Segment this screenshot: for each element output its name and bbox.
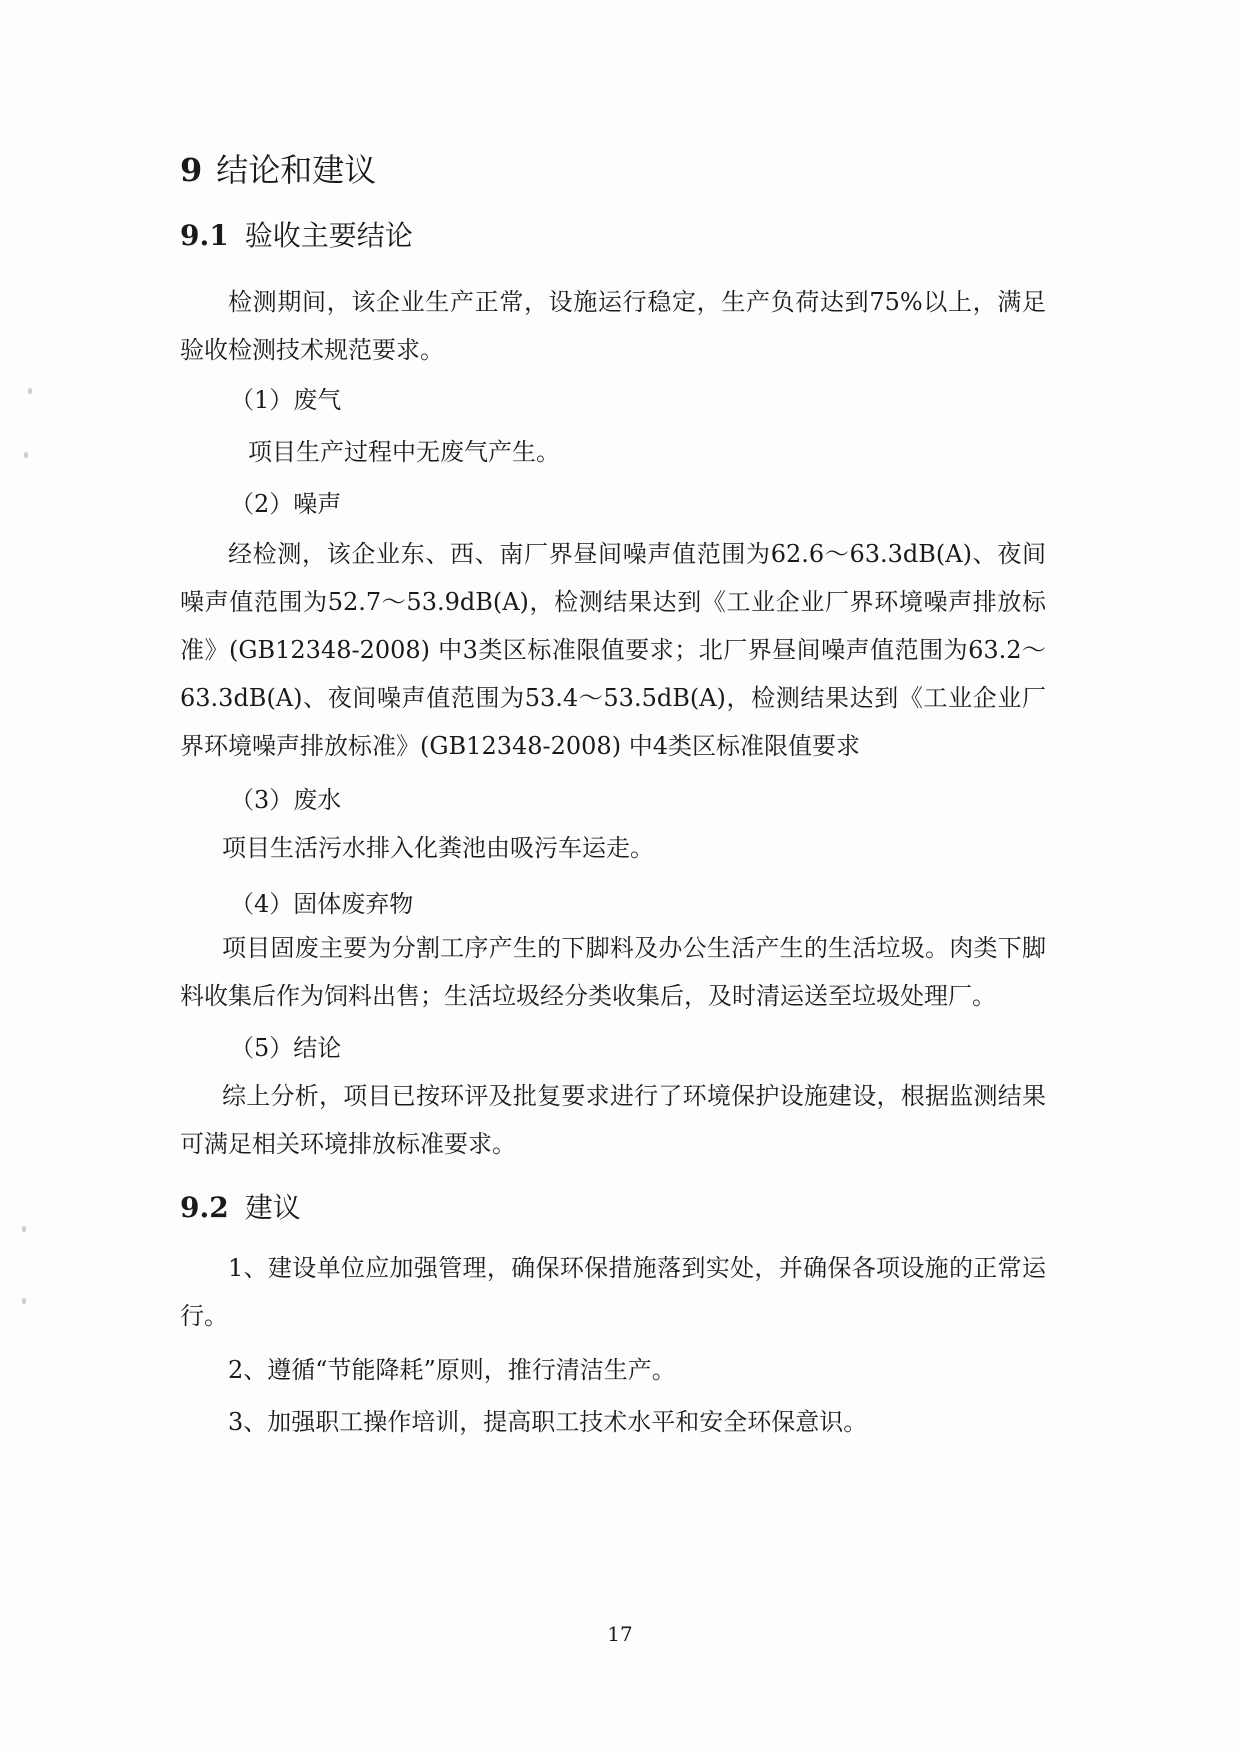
suggestion-1: 1、建设单位应加强管理，确保环保措施落到实处，并确保各项设施的正常运行。 xyxy=(180,1254,1046,1330)
scan-speck xyxy=(28,388,32,394)
item-text-wastewater: 项目生活污水排入化粪池由吸污车运走。 xyxy=(222,834,654,862)
suggestion-3: 3、加强职工操作培训，提高职工技术水平和安全环保意识。 xyxy=(228,1408,868,1436)
item-text-conclusion: 综上分析，项目已按环评及批复要求进行了环境保护设施建设，根据监测结果可满足相关环境排放标准要求。 xyxy=(180,1082,1046,1158)
intro-paragraph: 检测期间，该企业生产正常，设施运行稳定，生产负荷达到75%以上，满足验收检测技术规范要求。 xyxy=(180,288,1046,364)
item-label-noise: （2）噪声 xyxy=(230,490,342,518)
section-heading-9-1 xyxy=(180,218,413,254)
section-heading-9-2 xyxy=(180,1190,301,1226)
scan-speck xyxy=(22,1298,26,1304)
item-label-solid-waste: （4）固体废弃物 xyxy=(230,890,414,918)
suggestion-2: 2、遵循“节能降耗”原则，推行清洁生产。 xyxy=(228,1356,676,1384)
scan-speck xyxy=(22,1226,26,1232)
chapter-number: 9 xyxy=(180,151,203,189)
item-text-exhaust-gas: 项目生产过程中无废气产生。 xyxy=(248,438,560,466)
chapter-title: 结论和建议 xyxy=(216,151,377,189)
section-title: 验收主要结论 xyxy=(244,219,413,252)
chapter-heading xyxy=(180,150,376,190)
item-label-wastewater: （3）废水 xyxy=(230,786,342,814)
item-label-conclusion: （5）结论 xyxy=(230,1034,342,1062)
section-title-2: 建议 xyxy=(244,1191,301,1224)
item-label-exhaust-gas: （1）废气 xyxy=(230,386,342,414)
item-text-noise: 经检测，该企业东、西、南厂界昼间噪声值范围为62.6～63.3dB(A)、夜间噪声值范围为52.7～53.9dB(A)，检测结果达到《工业企业厂界环境噪声排放标准》(GB12348-2008) 中3类区标准限值要求；北厂界昼间噪声值范围为63.2～63.3dB(A)、夜间噪声值范围为53.4～53.5dB(A)，检测结果达到《工业企业厂界环境噪声排放标准》(GB12348-2008) 中4类区标准限值要求 xyxy=(180,540,1046,760)
page-number: 17 xyxy=(607,1622,633,1646)
section-number-2: 9.2 xyxy=(180,1191,229,1224)
section-number: 9.1 xyxy=(180,219,229,252)
scan-speck xyxy=(24,452,28,458)
item-text-solid-waste: 项目固废主要为分割工序产生的下脚料及办公生活产生的生活垃圾。肉类下脚料收集后作为饲料出售；生活垃圾经分类收集后，及时清运送至垃圾处理厂。 xyxy=(180,934,1046,1010)
